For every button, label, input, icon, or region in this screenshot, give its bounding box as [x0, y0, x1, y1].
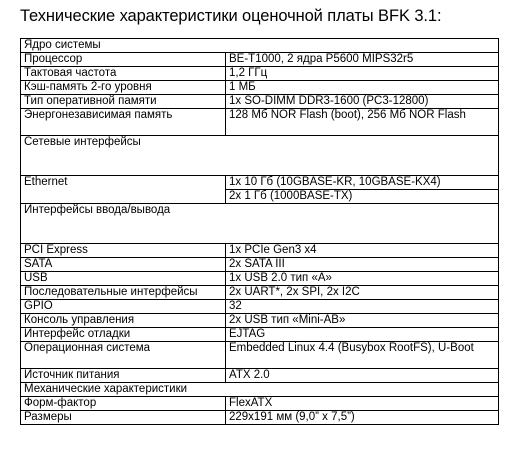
table-row [21, 81, 499, 95]
spec-value: 229x191 мм (9,0” x 7,5”) [226, 411, 499, 425]
section-heading: Ядро системы [21, 39, 499, 53]
section-heading: Механические характеристики [21, 383, 499, 397]
spec-key: GPIO [21, 300, 226, 314]
table-row [21, 300, 499, 314]
table-row [21, 397, 499, 411]
spec-key: Ethernet [21, 176, 226, 204]
spec-key: Тип оперативной памяти [21, 95, 226, 109]
spec-key: USB [21, 272, 226, 286]
spec-key: Кэш-память 2-го уровня [21, 81, 226, 95]
section-heading: Интерфейсы ввода/вывода [21, 204, 499, 244]
table-row [21, 109, 499, 136]
spec-value: 2x UART*, 2x SPI, 2x I2C [226, 286, 499, 300]
spec-value: 32 [226, 300, 499, 314]
table-row [21, 53, 499, 67]
table-row [21, 369, 499, 383]
spec-key: Последовательные интерфейсы [21, 286, 226, 300]
spec-value: BE-T1000, 2 ядра P5600 MIPS32r5 [226, 53, 499, 67]
spec-key: Консоль управления [21, 314, 226, 328]
spec-value: 1x SO-DIMM DDR3-1600 (PC3-12800) [226, 95, 499, 109]
spec-value: 1 МБ [226, 81, 499, 95]
spec-value: Embedded Linux 4.4 (Busybox RootFS), U-Boot [226, 342, 499, 369]
spec-value: 128 Мб NOR Flash (boot), 256 Мб NOR Flash [226, 109, 499, 136]
spec-value: 2x USB тип «Mini-AB» [226, 314, 499, 328]
spec-key: Операционная система [21, 342, 226, 369]
spec-value: ATX 2.0 [226, 369, 499, 383]
section-heading: Сетевые интерфейсы [21, 136, 499, 176]
spec-value: 2x 1 Гб (1000BASE-TX) [226, 190, 499, 204]
table-row [21, 67, 499, 81]
section-row-core [21, 39, 499, 53]
spec-value: FlexATX [226, 397, 499, 411]
spec-key: Процессор [21, 53, 226, 67]
spec-table [20, 38, 499, 425]
spec-key: Источник питания [21, 369, 226, 383]
table-row [21, 272, 499, 286]
table-row [21, 95, 499, 109]
table-row [21, 244, 499, 258]
spec-key: Размеры [21, 411, 226, 425]
spec-key: SATA [21, 258, 226, 272]
spec-value: 1x USB 2.0 тип «A» [226, 272, 499, 286]
spec-key: Форм-фактор [21, 397, 226, 411]
table-row [21, 286, 499, 300]
section-row-net [21, 136, 499, 176]
table-row [21, 342, 499, 369]
spec-value: 2x SATA III [226, 258, 499, 272]
spec-value: EJTAG [226, 328, 499, 342]
section-row-io [21, 204, 499, 244]
table-row [21, 328, 499, 342]
spec-key: PCI Express [21, 244, 226, 258]
table-row [21, 176, 499, 190]
spec-value: 1x 10 Гб (10GBASE-KR, 10GBASE-KX4) [226, 176, 499, 190]
table-row [21, 314, 499, 328]
section-row-mech [21, 383, 499, 397]
page-title: Технические характеристики оценочной платы BFK 3.1: [20, 7, 442, 25]
spec-key: Интерфейс отладки [21, 328, 226, 342]
spec-key: Энергонезависимая память [21, 109, 226, 136]
table-row [21, 258, 499, 272]
spec-value: 1,2 ГГц [226, 67, 499, 81]
table-row [21, 411, 499, 425]
spec-value: 1x PCIe Gen3 x4 [226, 244, 499, 258]
spec-key: Тактовая частота [21, 67, 226, 81]
